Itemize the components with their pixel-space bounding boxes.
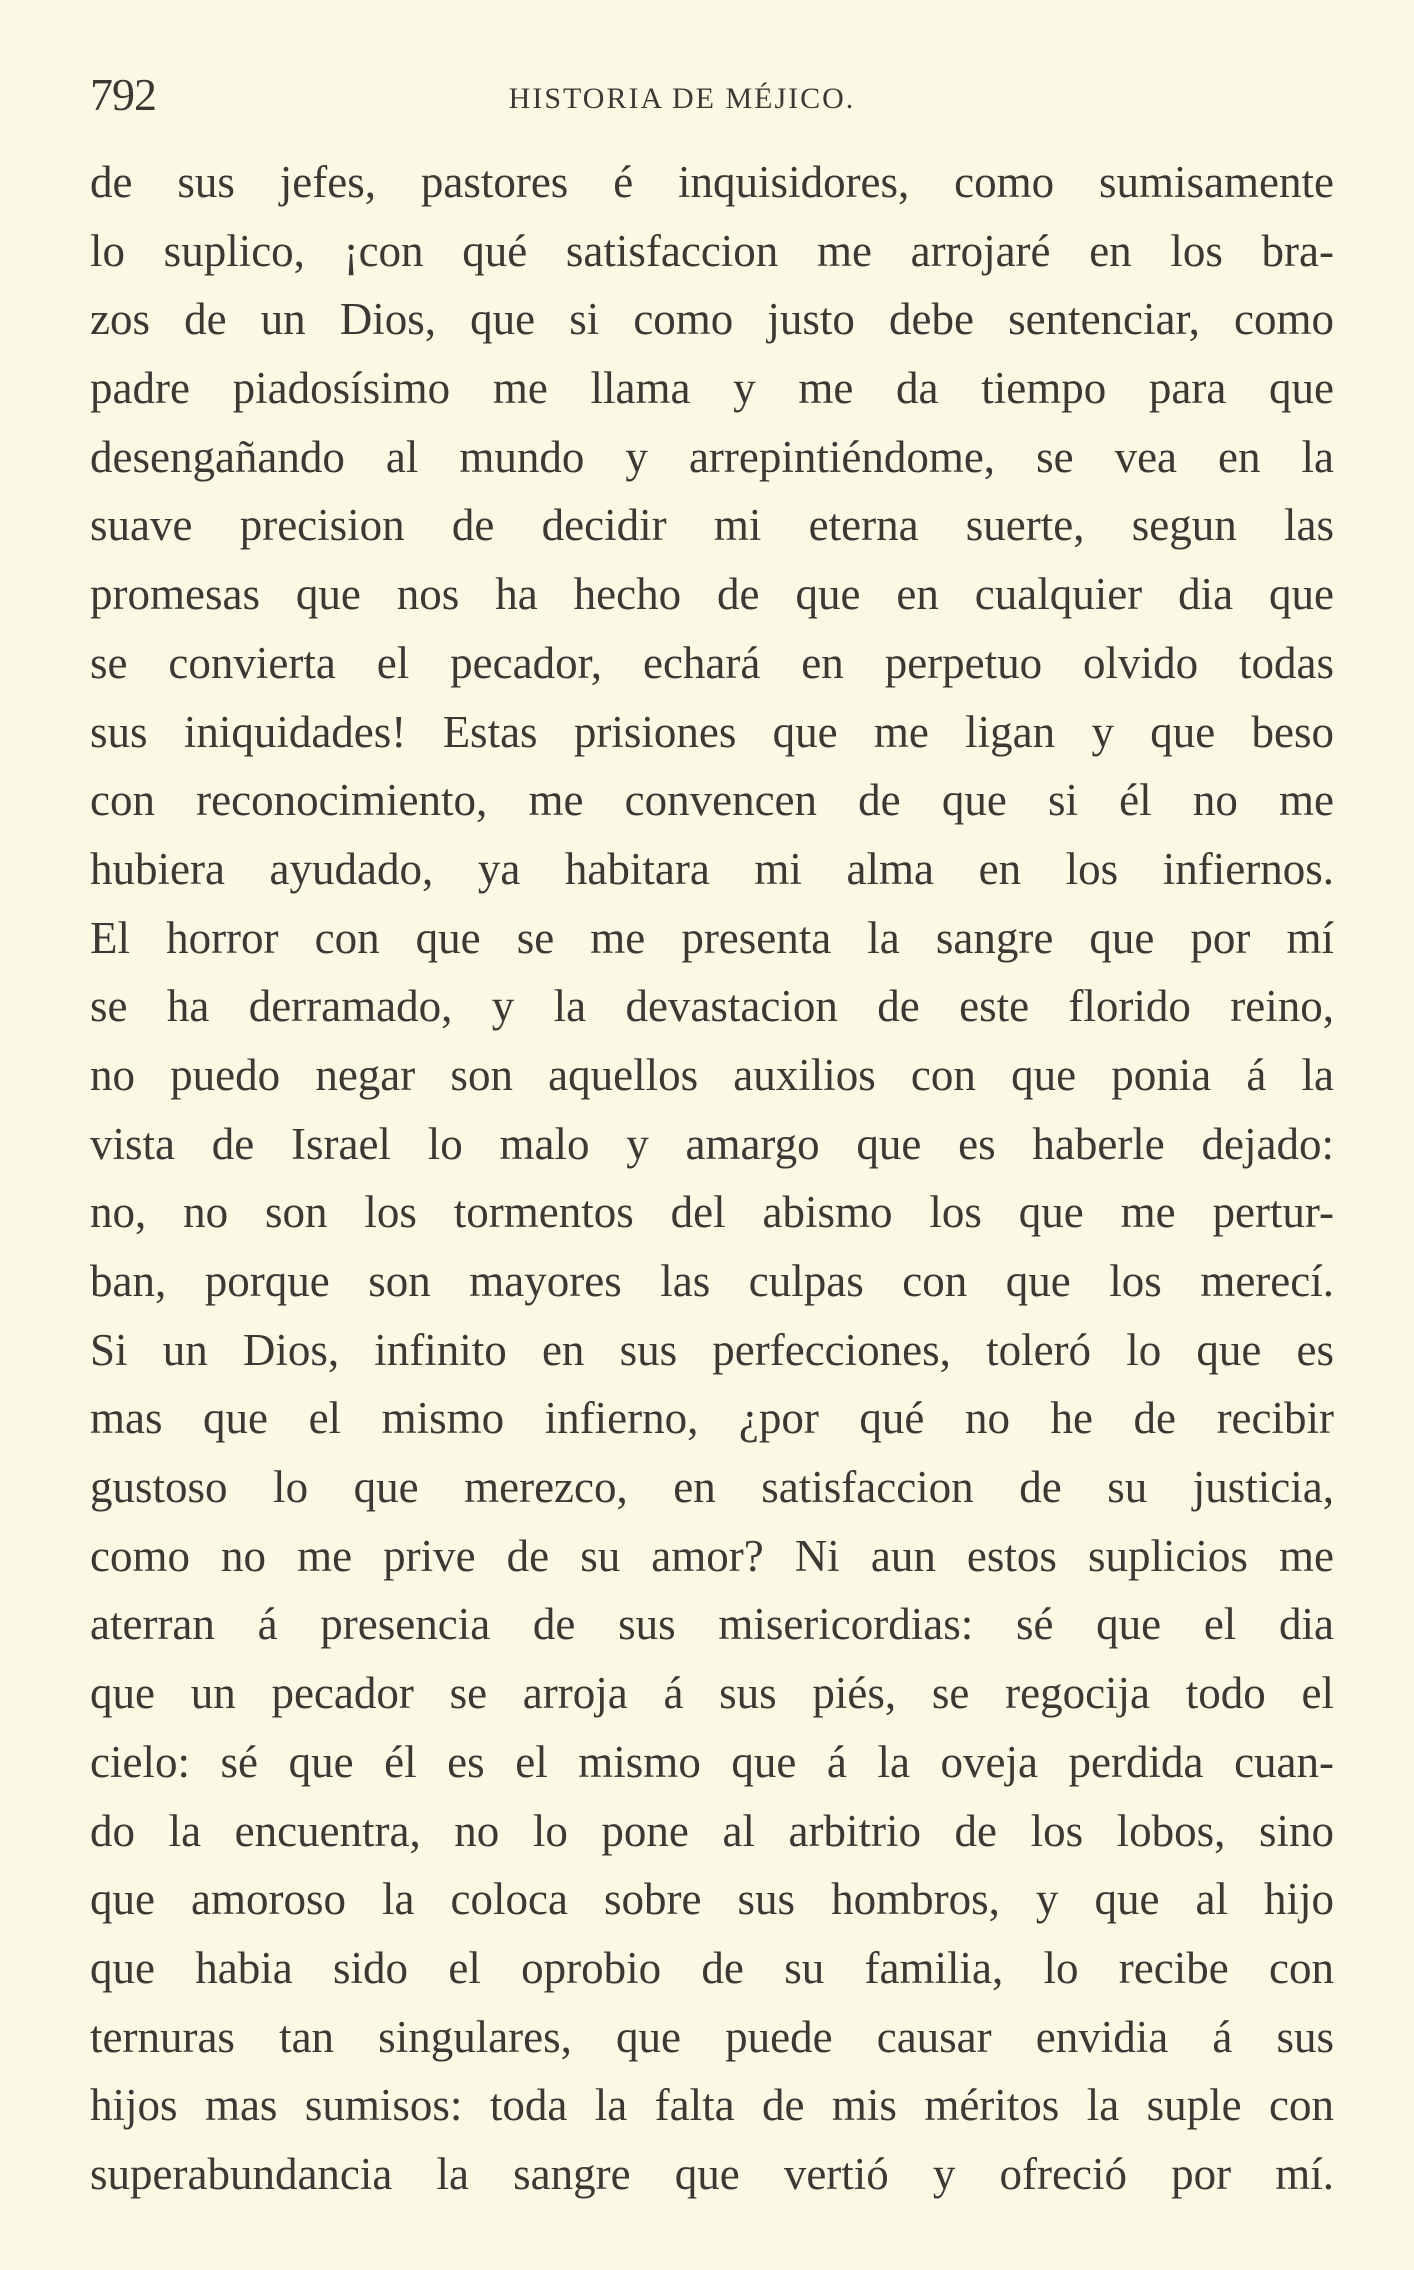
text-line: como no me prive de su amor? Ni aun estos suplicios me [90, 1530, 1334, 1581]
text-line: desengañando al mundo y arrepintiéndome, se vea en la [90, 431, 1334, 482]
text-line: se ha derramado, y la devastacion de este florido reino, [90, 981, 1334, 1032]
text-line: ban, porque son mayores las culpas con que los merecí. [90, 1256, 1334, 1306]
running-title: HISTORIA DE MÉJICO. [508, 82, 856, 115]
text-line: padre piadosísimo me llama y me da tiempo para que [90, 363, 1334, 414]
text-line: no puedo negar son aquellos auxilios con que ponia á la [90, 1049, 1334, 1100]
text-line: vista de Israel lo malo y amargo que es haberle dejado: [90, 1118, 1334, 1169]
text-line: suave precision de decidir mi eterna suerte, segun las [90, 500, 1334, 551]
text-line: do la encuentra, no lo pone al arbitrio de los lobos, sino [90, 1805, 1334, 1856]
text-line: hijos mas sumisos: toda la falta de mis méritos la suple con [90, 2080, 1334, 2131]
text-line: cielo: sé que él es el mismo que á la oveja perdida cuan- [90, 1736, 1334, 1787]
text-line: sus iniquidades! Estas prisiones que me ligan y que beso [90, 706, 1334, 757]
text-line: mas que el mismo infierno, ¿por qué no he de recibir [90, 1393, 1334, 1444]
body-text [90, 148, 1334, 2209]
text-line: gustoso lo que merezco, en satisfaccion de su justicia, [90, 1462, 1334, 1513]
text-line: de sus jefes, pastores é inquisidores, como sumisamente [90, 157, 1334, 207]
text-line: lo suplico, ¡con qué satisfaccion me arrojaré en los bra- [90, 225, 1334, 276]
text-line: hubiera ayudado, ya habitara mi alma en los infiernos. [90, 843, 1334, 894]
text-line: superabundancia la sangre que vertió y ofreció por mí. [90, 2148, 1334, 2199]
text-line: El horror con que se me presenta la sangre que por mí [90, 912, 1334, 963]
text-line: se convierta el pecador, echará en perpetuo olvido todas [90, 637, 1334, 688]
text-line: Si un Dios, infinito en sus perfecciones, toleró lo que es [90, 1324, 1334, 1375]
text-line: que amoroso la coloca sobre sus hombros, y que al hijo [90, 1874, 1334, 1925]
text-line: con reconocimiento, me convencen de que si él no me [90, 775, 1334, 826]
text-line: zos de un Dios, que si como justo debe sentenciar, como [90, 294, 1334, 345]
text-line: ternuras tan singulares, que puede causar envidia á sus [90, 2011, 1334, 2062]
page-number: 792 [90, 69, 156, 120]
text-line: promesas que nos ha hecho de que en cualquier dia que [90, 569, 1334, 620]
text-line: no, no son los tormentos del abismo los que me pertur- [90, 1187, 1334, 1238]
page-header [90, 68, 1334, 118]
text-line: que habia sido el oprobio de su familia, lo recibe con [90, 1942, 1334, 1993]
text-line: aterran á presencia de sus misericordias: sé que el dia [90, 1599, 1334, 1650]
text-line: que un pecador se arroja á sus piés, se regocija todo el [90, 1668, 1334, 1719]
